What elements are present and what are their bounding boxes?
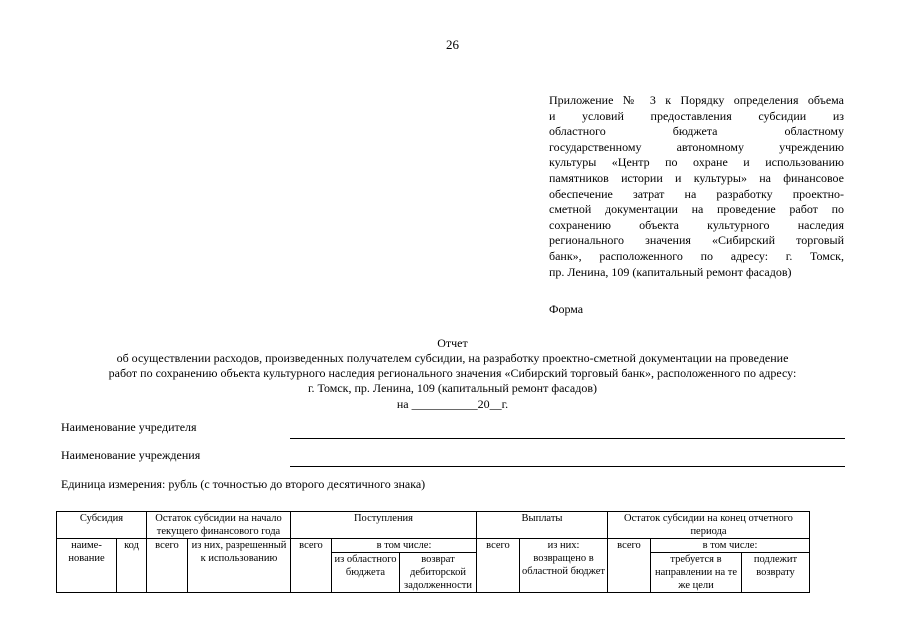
header-code: код	[117, 539, 147, 593]
appendix-line: сохранению объекта культурного наследия	[549, 217, 844, 232]
header-total-end: всего	[608, 539, 651, 593]
page-number: 26	[446, 37, 459, 52]
header-permitted: из них, разрешенный к использованию	[188, 539, 291, 593]
header-name: наиме-нование	[57, 539, 117, 593]
header-subsidy: Субсидия	[57, 512, 147, 539]
header-including-end: в том числе:	[651, 539, 810, 553]
header-returned	[520, 539, 608, 593]
founder-input-line[interactable]	[290, 438, 845, 439]
header-returned-label: из них:	[547, 540, 580, 551]
appendix-line: областного бюджета областному	[549, 124, 844, 139]
institution-input-line[interactable]	[290, 466, 845, 467]
unit-label: Единица измерения: рубль (с точностью до второго десятичного знака)	[61, 477, 426, 491]
report-title-line: об осуществлении расходов, произведенных получателем субсидии, на разработку проектно-сметной документации на проведение	[116, 351, 789, 365]
appendix-line: регионального значения «Сибирский торговый	[549, 233, 844, 248]
header-returned-text: возвращено в областной бюджет	[522, 553, 605, 577]
header-including-receipts: в том числе:	[332, 539, 477, 553]
appendix-line: государственному автономному учреждению	[549, 139, 844, 154]
report-heading: Отчет	[437, 336, 468, 350]
header-receipts: Поступления	[291, 512, 477, 539]
header-balance-start: Остаток субсидии на начало текущего финансового года	[147, 512, 291, 539]
report-title-line: г. Томск, пр. Ленина, 109 (капитальный ремонт фасадов)	[307, 381, 597, 395]
appendix-line: и условий предоставления субсидии из	[549, 108, 844, 123]
institution-label: Наименование учреждения	[61, 448, 201, 462]
header-total-start: всего	[147, 539, 188, 593]
appendix-line: культуры «Центр по охране и использованию	[549, 155, 844, 170]
appendix-line: Приложение № 3 к Порядку определения объема	[549, 93, 844, 107]
report-table	[56, 511, 810, 593]
appendix-line: пр. Ленина, 109 (капитальный ремонт фасадов)	[549, 264, 792, 279]
form-label: Форма	[549, 302, 584, 316]
header-balance-end: Остаток субсидии на конец отчетного периода	[608, 512, 810, 539]
header-required-same-purpose: требуется в направлении на те же цели	[651, 553, 742, 593]
appendix-note	[549, 93, 844, 280]
header-subject-to-return: подлежит возврату	[742, 553, 810, 593]
header-total-payments: всего	[477, 539, 520, 593]
report-date-line: на ___________20__г.	[396, 397, 509, 411]
header-payments: Выплаты	[477, 512, 608, 539]
appendix-line: банк», расположенного по адресу: г. Томск,	[549, 248, 844, 263]
appendix-line: памятников истории и культуры» на финансовое	[549, 170, 844, 185]
report-title-line: работ по сохранению объекта культурного наследия регионального значения «Сибирский торговый банк», расположенного по адресу:	[108, 366, 797, 380]
founder-label: Наименование учредителя	[61, 420, 197, 434]
header-debt-return: возврат дебиторской задолженности	[400, 553, 477, 593]
appendix-line: сметной документации на проведение работ по	[549, 202, 844, 217]
header-total-receipts: всего	[291, 539, 332, 593]
appendix-line: обеспечение затрат на разработку проектно-	[549, 186, 844, 201]
header-from-regional-budget: из областного бюджета	[332, 553, 400, 593]
